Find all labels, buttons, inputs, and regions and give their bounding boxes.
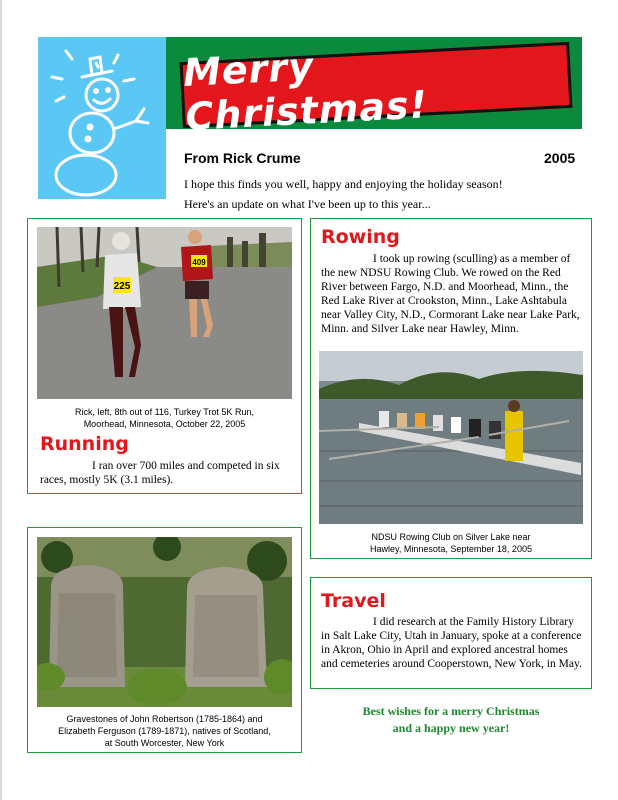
caption-line: Elizabeth Ferguson (1789-1871), natives of Scotland, <box>58 726 271 736</box>
caption-line: at South Worcester, New York <box>104 738 225 748</box>
travel-text: I did research at the Family History Library in Salt Lake City, Utah in January, spoke at a conference in Akron, Ohio in April and explored ancestral homes and cemeteries around Cooperstown, New York, in May. <box>321 616 582 670</box>
intro-line: Here's an update on what I've been up to this year... <box>184 197 431 211</box>
caption-line: Moorhead, Minnesota, October 22, 2005 <box>83 419 246 429</box>
gravestone-elizabeth <box>185 567 267 687</box>
travel-section <box>310 577 592 689</box>
closing-line: and a happy new year! <box>392 721 510 735</box>
from-line: From Rick Crume <box>184 150 301 166</box>
gravestones-caption <box>28 713 301 749</box>
rowing-text: I took up rowing (sculling) as a member of the new NDSU Rowing Club. We rowed on the Red River between Fargo, N.D. and Moorhead, Minn., the Red Lake River at Crookston, Minn., Lake Ashtabula near Valley City, N.D., Cormorant Lake near Lake Park, Minn. and Silver Lake near Hawley, Minn. <box>321 253 580 335</box>
snowman-icon <box>38 37 166 199</box>
gravestones-section <box>27 527 302 753</box>
caption-line: Rick, left, 8th out of 116, Turkey Trot 5K Run, <box>75 407 254 417</box>
running-photo-caption <box>28 406 301 430</box>
rowing-photo-caption <box>311 531 591 555</box>
running-text: I ran over 700 miles and competed in six races, mostly 5K (3.1 miles). <box>40 460 280 486</box>
caption-line: Hawley, Minnesota, September 18, 2005 <box>370 544 532 554</box>
title-banner <box>180 42 573 139</box>
travel-heading: Travel <box>321 590 386 612</box>
gravestones-photo <box>37 537 292 707</box>
caption-line: Gravestones of John Robertson (1785-1864) and <box>66 714 263 724</box>
closing-message <box>322 703 580 737</box>
page-edge <box>0 0 2 800</box>
rowing-photo <box>319 351 583 524</box>
bib-number: 409 <box>192 258 206 267</box>
running-section <box>27 218 302 494</box>
page-title: Merry Christmas! <box>181 44 429 139</box>
running-heading: Running <box>40 433 129 455</box>
rowing-heading: Rowing <box>321 226 400 248</box>
caption-line: NDSU Rowing Club on Silver Lake near <box>371 532 531 542</box>
closing-line: Best wishes for a merry Christmas <box>362 704 540 718</box>
bib-number: 225 <box>113 281 131 292</box>
rowing-section <box>310 218 592 559</box>
snowman-panel <box>38 37 166 199</box>
year-label: 2005 <box>544 150 576 166</box>
running-photo <box>37 227 292 399</box>
intro-line: I hope this finds you well, happy and enjoying the holiday season! <box>184 177 503 191</box>
